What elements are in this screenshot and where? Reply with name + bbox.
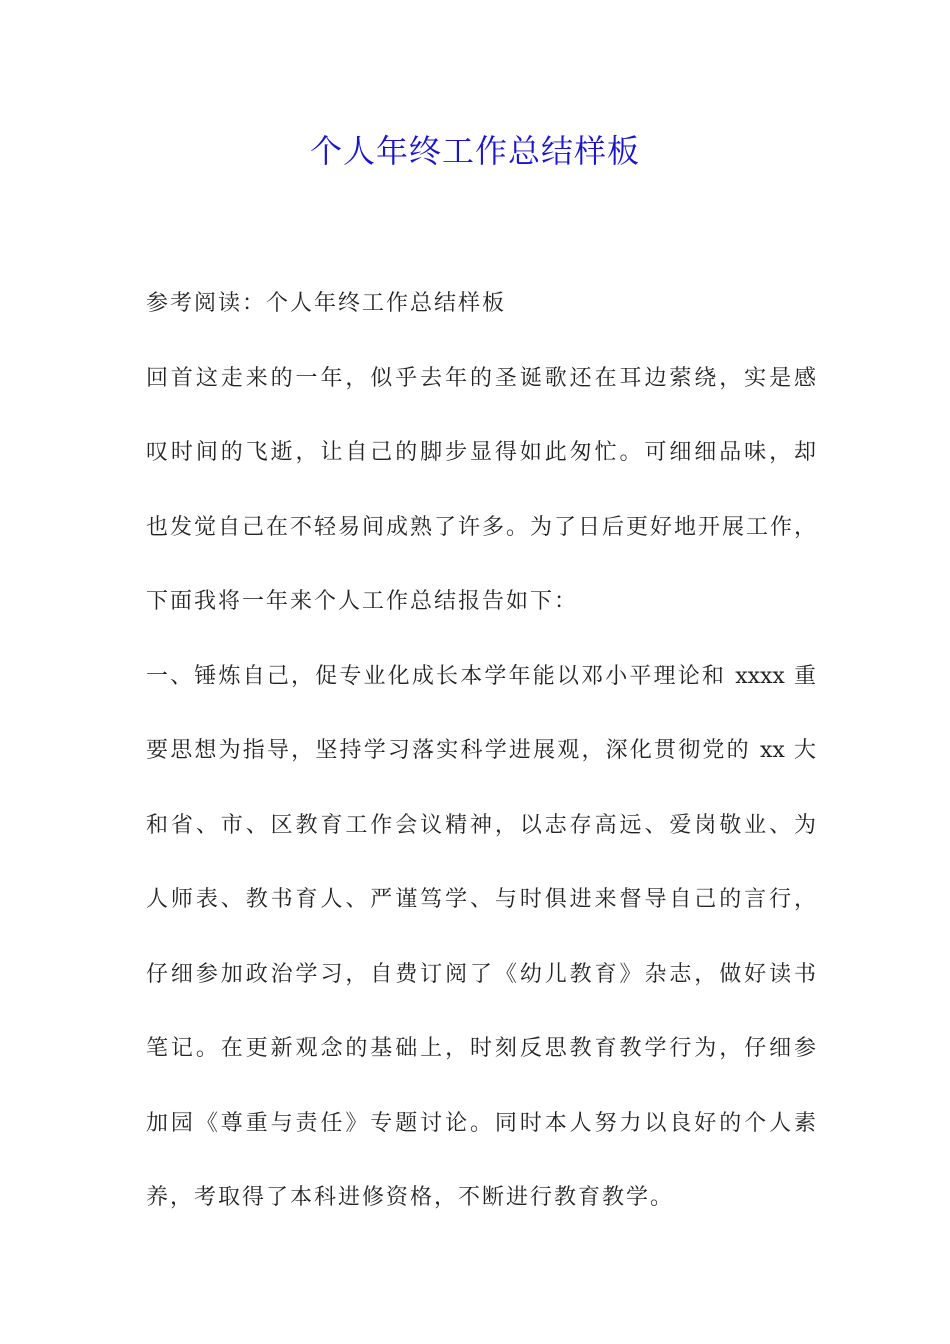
body-line: 和省、市、区教育工作会议精神，以志存高远、爱岗敬业、为 — [146, 812, 816, 838]
body-line: 叹时间的飞逝，让自己的脚步显得如此匆忙。可细细品味，却 — [146, 440, 816, 465]
body-line: 仔细参加政治学习，自费订阅了《幼儿教育》杂志，做好读书 — [146, 961, 816, 987]
body-line: 人师表、教书育人、严谨笃学、与时俱进来督导自己的言行， — [146, 887, 816, 912]
body-line: 回首这走来的一年，似乎去年的圣诞歌还在耳边萦绕，实是感 — [146, 365, 816, 391]
body-line: 也发觉自己在不轻易间成熟了许多。为了日后更好地开展工作， — [146, 514, 816, 540]
body-line: 下面我将一年来个人工作总结报告如下： — [146, 589, 579, 614]
body-line: 养，考取得了本科进修资格，不断进行教育教学。 — [146, 1185, 675, 1210]
body-line: 要思想为指导，坚持学习落实科学进展观，深化贯彻党的 xx 大 — [146, 738, 816, 763]
body-line: 加园《尊重与责任》专题讨论。同时本人努力以良好的个人素 — [146, 1110, 816, 1136]
body-line: 笔记。在更新观念的基础上，时刻反思教育教学行为，仔细参 — [146, 1036, 816, 1061]
body-line: 一、锤炼自己，促专业化成长本学年能以邓小平理论和 xxxx 重 — [146, 663, 816, 689]
body-line: 参考阅读：个人年终工作总结样板 — [146, 291, 507, 316]
document-title: 个人年终工作总结样板 — [309, 132, 640, 170]
document-body — [146, 267, 816, 1236]
